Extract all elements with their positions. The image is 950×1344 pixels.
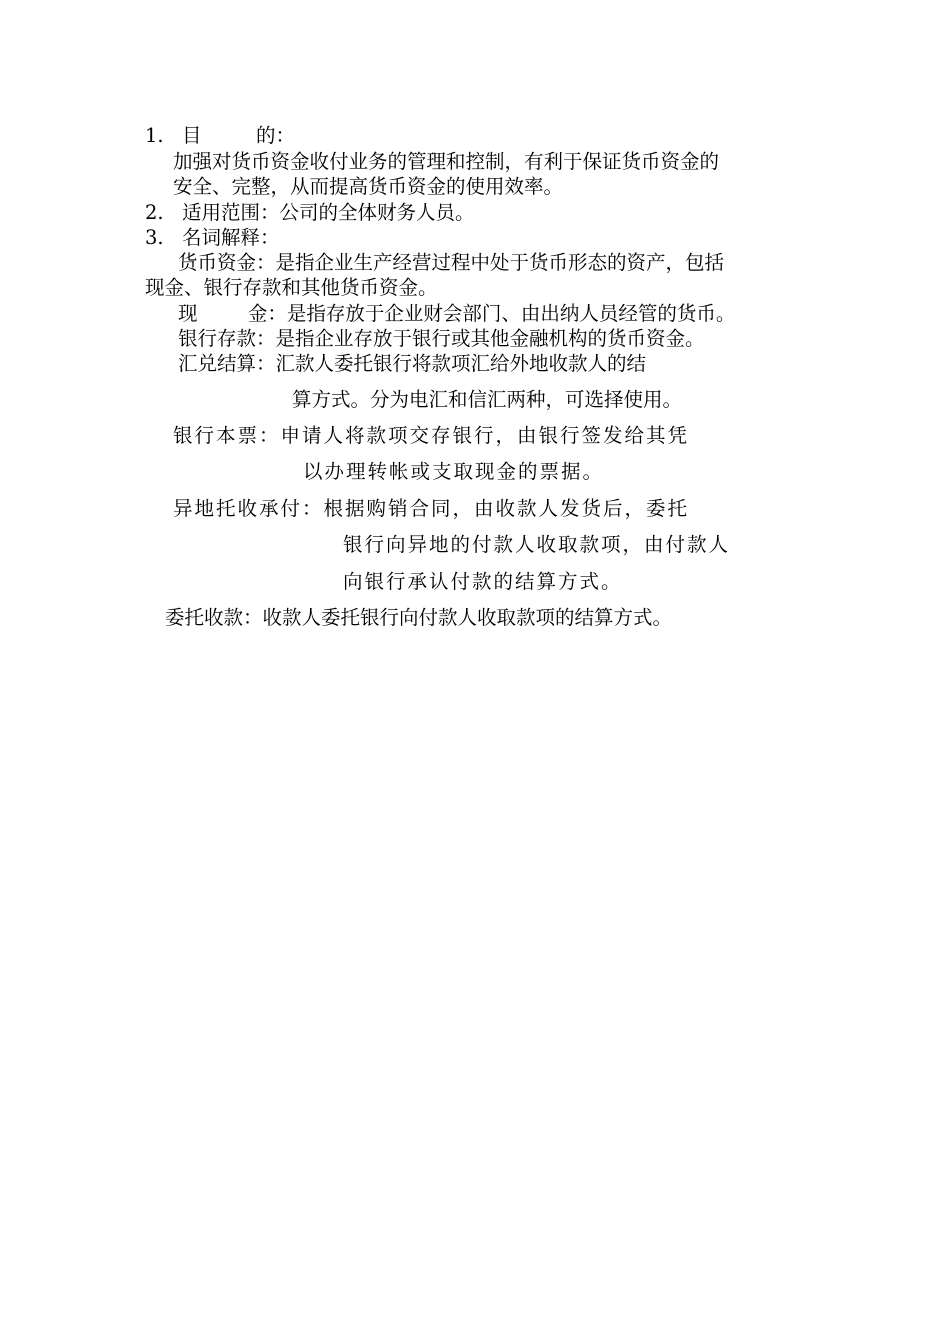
definition-currency-funds-line-1: 货币资金：是指企业生产经营过程中处于货币形态的资产，包括 [178,251,725,274]
definition-entrusted-collection: 委托收款：收款人委托银行向付款人收取款项的结算方式。 [165,606,673,629]
definition-remittance-line-1: 汇兑结算：汇款人委托银行将款项汇给外地收款人的结 [178,352,647,375]
definition-collection-acceptance-line-2: 银行向异地的付款人收取款项，由付款人 [343,533,731,556]
definition-cash-term-b: 金：是指存放于企业财会部门、由出纳人员经管的货币。 [247,302,736,325]
section-3-title: 名词解释： [182,226,280,249]
section-1-body-line-1: 加强对货币资金收付业务的管理和控制，有利于保证货币资金的 [173,150,720,173]
definition-cash [178,302,735,326]
section-3-number: 3. [145,226,164,249]
section-2-line [145,201,475,225]
section-1-title-a: 目 [182,124,202,147]
definition-bank-draft-line-2: 以办理转帐或支取现金的票据。 [303,460,605,483]
section-1-title-b: 的： [255,124,295,147]
section-2-number: 2. [145,201,164,224]
definition-remittance-line-2: 算方式。分为电汇和信汇两种，可选择使用。 [292,388,683,411]
definition-currency-funds-line-2: 现金、银行存款和其他货币资金。 [145,276,438,299]
definition-cash-term-a: 现 [178,302,198,325]
section-1-body-line-2: 安全、完整，从而提高货币资金的使用效率。 [173,175,564,198]
definition-bank-deposit: 银行存款：是指企业存放于银行或其他金融机构的货币资金。 [178,327,705,350]
section-1-heading [145,124,295,148]
definition-collection-acceptance-line-1: 异地托收承付：根据购销合同，由收款人发货后，委托 [173,497,690,520]
section-1-number: 1. [145,124,164,147]
section-3-heading [145,226,280,250]
definition-collection-acceptance-line-3: 向银行承认付款的结算方式。 [343,570,623,593]
section-2-text: 适用范围：公司的全体财务人员。 [182,201,475,224]
definition-bank-draft-line-1: 银行本票：申请人将款项交存银行，由银行签发给其凭 [173,424,690,447]
